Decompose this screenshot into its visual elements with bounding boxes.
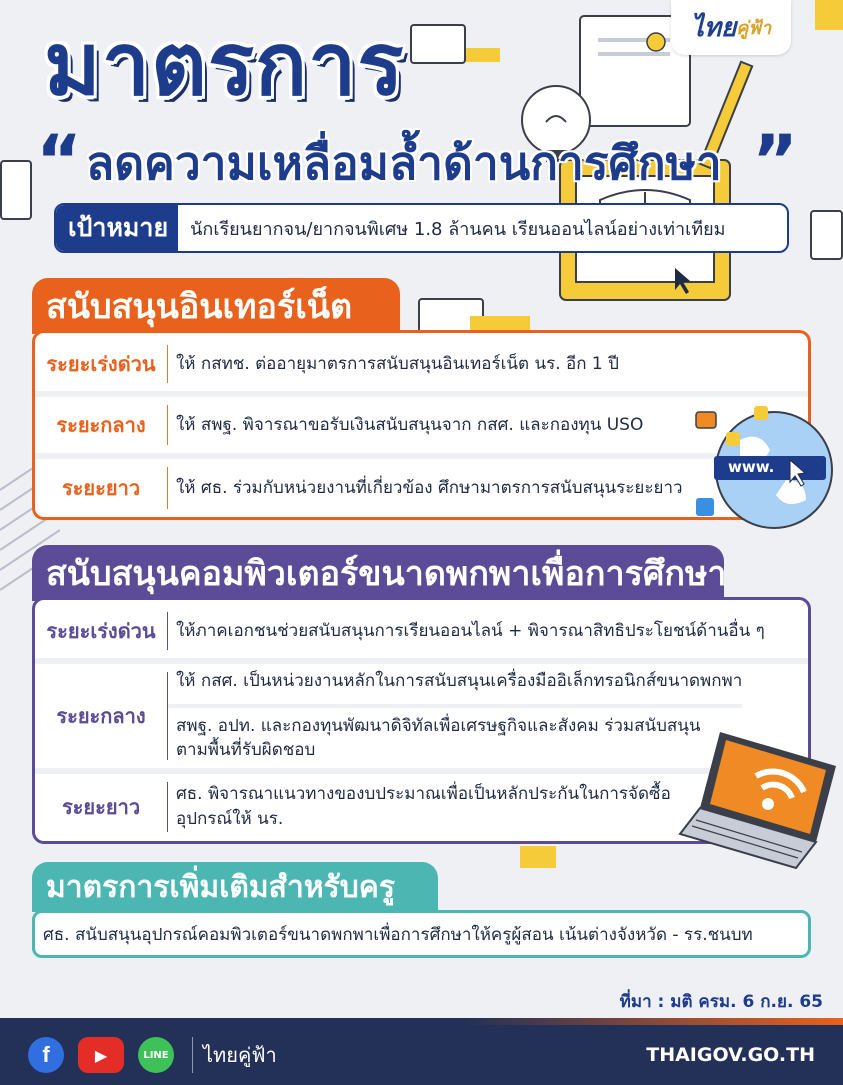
row-text: ให้ ศธ. ร่วมกับหน่วยงานที่เกี่ยวข้อง ศึกษามาตรการสนับสนุนระยะยาว [176, 477, 683, 498]
row-label: ระยะเร่งด่วน [46, 619, 156, 643]
teacher-text: ศธ. สนับสนุนอุปกรณ์คอมพิวเตอร์ขนาดพกพาเพื่อการศึกษาให้ครูผู้สอน เน้นต่างจังหวัด - รร.ชนบท [43, 924, 753, 945]
row-text: ให้ กสทช. ต่ออายุมาตรการสนับสนุนอินเทอร์เน็ต นร. อีก 1 ปี [176, 353, 619, 374]
quote-close-icon: ” [752, 120, 799, 202]
row-text: ให้ภาคเอกชนช่วยสนับสนุนการเรียนออนไลน์ + พิจารณาสิทธิประโยชน์ด้านอื่น ๆ [176, 620, 765, 641]
row-label: ระยะกลาง [56, 704, 146, 728]
www-label: www. [728, 458, 775, 476]
row-label: ระยะยาว [61, 476, 141, 500]
decorative-frame [0, 160, 32, 220]
footer-url[interactable]: THAIGOV.GO.TH [646, 1044, 815, 1066]
source-note: ที่มา : มติ ครม. 6 ก.ย. 65 [619, 992, 823, 1012]
page-subtitle: ลดความเหลื่อมล้ำด้านการศึกษา [86, 136, 722, 190]
row-label: ระยะกลาง [56, 413, 146, 437]
row-text: สพฐ. อปท. และกองทุนพัฒนาดิจิทัลเพื่อเศรษฐกิจและสังคม ร่วมสนับสนุน [176, 715, 701, 736]
row-label: ระยะเร่งด่วน [46, 352, 156, 376]
decorative-frame [810, 210, 843, 260]
row-text-group [168, 669, 742, 763]
page-title: มาตรการ [44, 15, 405, 115]
footer-divider [192, 1037, 193, 1073]
thaigov-logo: ไทย คู่ฟ้า [671, 0, 791, 55]
decorative-corner [815, 0, 843, 30]
facebook-icon[interactable]: f [28, 1037, 64, 1073]
quote-open-icon: “ [36, 120, 83, 202]
laptop-row-urgent [35, 604, 808, 658]
internet-row-urgent [35, 337, 808, 391]
youtube-icon[interactable]: ▶ [78, 1037, 124, 1073]
line-icon[interactable]: LINE [138, 1037, 174, 1073]
decorative-bar [466, 48, 500, 62]
row-text: อุปกรณ์ให้ นร. [176, 809, 284, 829]
section-teacher-box [32, 910, 811, 958]
row-text: ตามพื้นที่รับผิดชอบ [176, 740, 316, 761]
row-text-group [168, 782, 671, 831]
goal-tag: เป้าหมาย [56, 205, 178, 251]
section-laptop-heading: สนับสนุนคอมพิวเตอร์ขนาดพกพาเพื่อการศึกษา [32, 545, 724, 601]
row-text: ศธ. พิจารณาแนวทางของบประมาณเพื่อเป็นหลักประกันในการจัดซื้อ [176, 784, 671, 805]
row-text: ให้ กสศ. เป็นหน่วยงานหลักในการสนับสนุนเครื่องมืออิเล็กทรอนิกส์ขนาดพกพา [168, 669, 742, 708]
goal-text: นักเรียนยากจน/ยากจนพิเศษ 1.8 ล้านคน เรียนออนไลน์อย่างเท่าเทียม [190, 218, 726, 240]
decorative-frame [410, 24, 466, 64]
footer [0, 1025, 843, 1085]
footer-brand-name: ไทยคู่ฟ้า [203, 1043, 277, 1067]
row-text: ให้ สพฐ. พิจารณาขอรับเงินสนับสนุนจาก กสศ. และกองทุน USO [176, 414, 644, 435]
goal-banner [54, 203, 789, 253]
decorative-bar [520, 846, 556, 868]
section-teacher-heading: มาตรการเพิ่มเติมสำหรับครู [32, 862, 438, 912]
section-internet-heading: สนับสนุนอินเทอร์เน็ต [32, 278, 400, 334]
row-label: ระยะยาว [61, 795, 141, 819]
laptop-icon [676, 722, 840, 872]
